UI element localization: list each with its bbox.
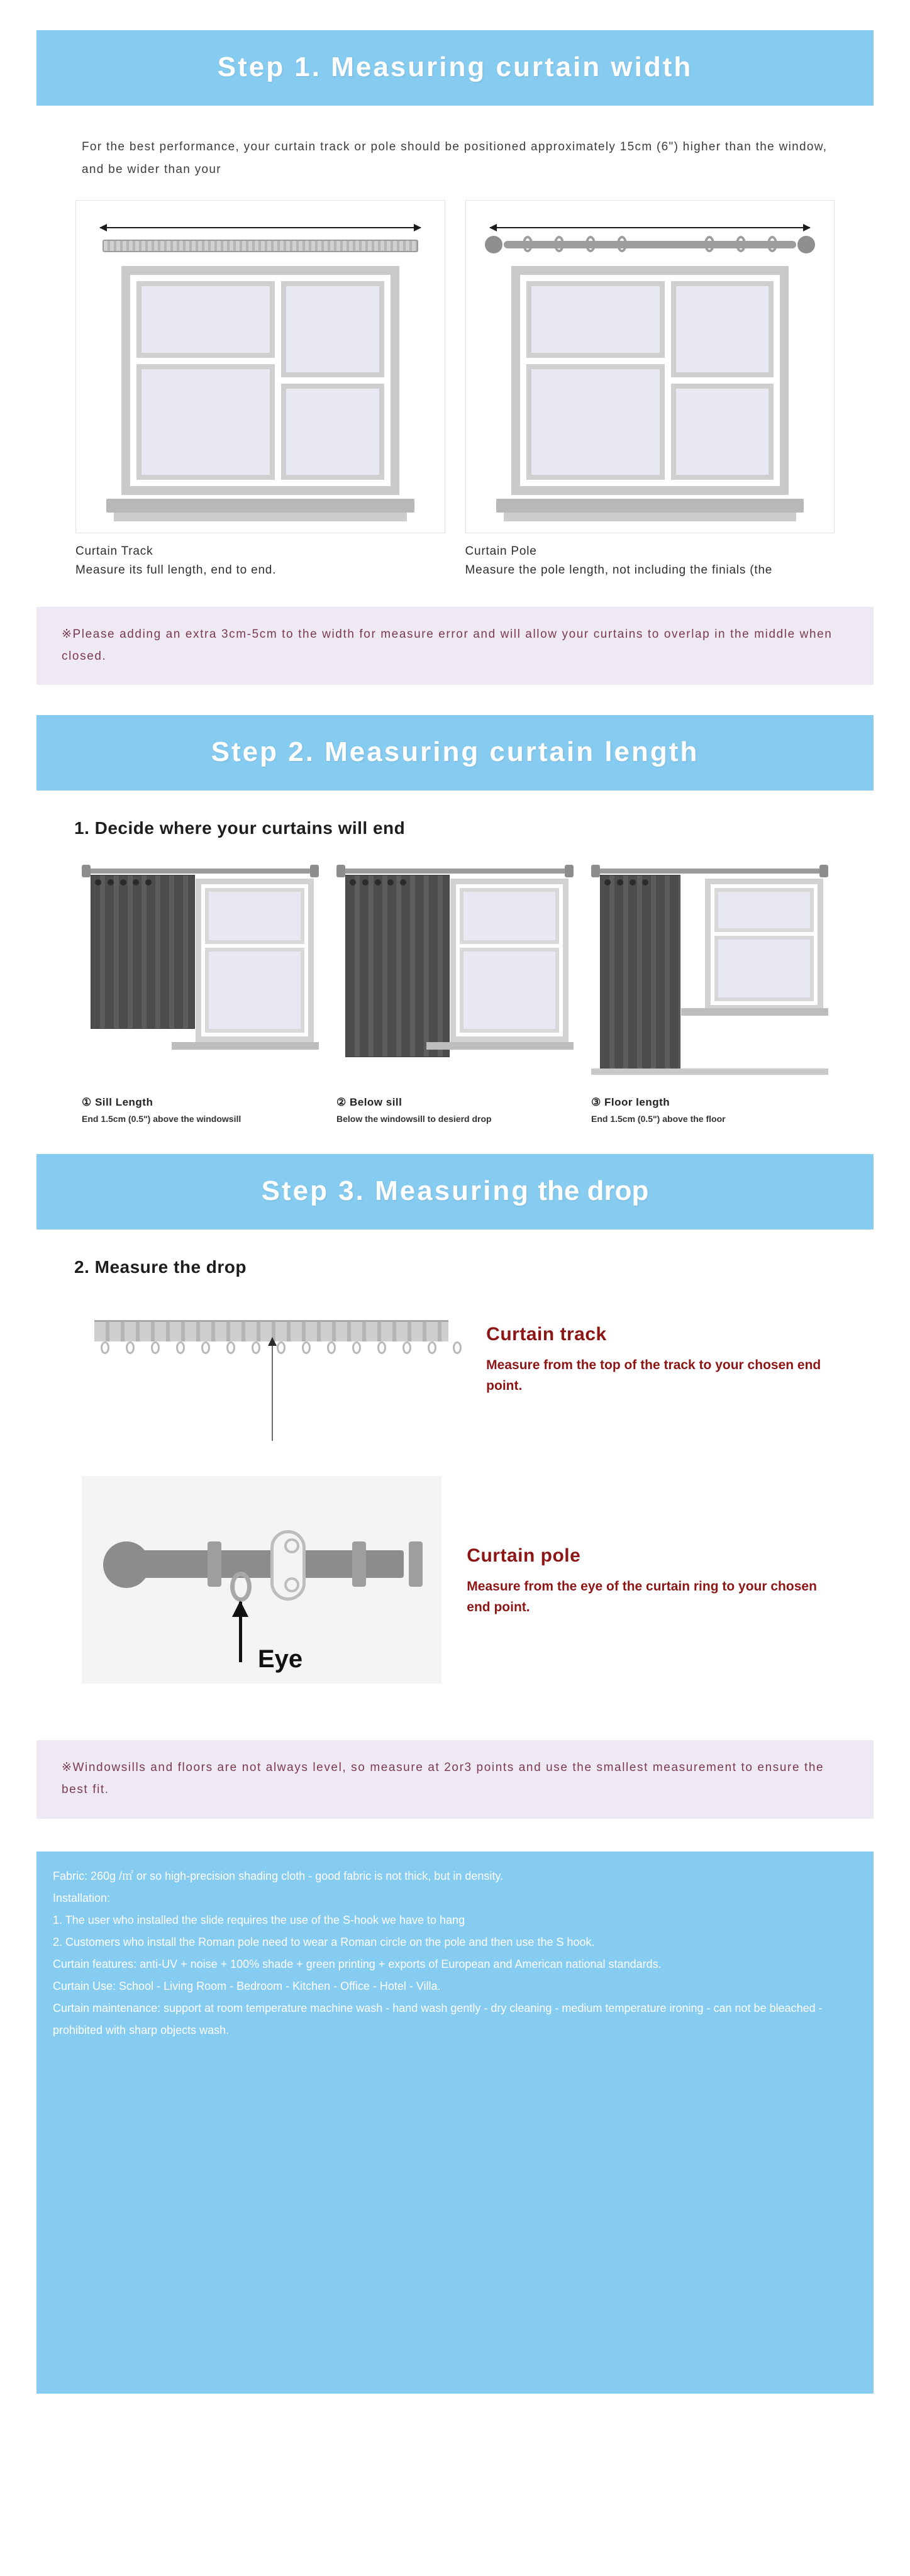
measure-arrow-icon bbox=[272, 1338, 273, 1441]
spec-line: Curtain features: anti-UV + noise + 100% shade + green printing + exports of European and American national standards. bbox=[53, 1958, 662, 1970]
end-options-row bbox=[82, 860, 828, 1124]
pole-finial-left-icon bbox=[485, 236, 502, 253]
subheading-measure-drop: 2. Measure the drop bbox=[74, 1257, 247, 1277]
pole-finial-right-icon bbox=[797, 236, 815, 253]
width-arrow-icon bbox=[100, 227, 421, 228]
product-measuring-guide bbox=[0, 30, 910, 2419]
drop-pole-row bbox=[82, 1476, 828, 1684]
curtain-pole-caption-title: Curtain Pole bbox=[465, 545, 537, 558]
windowsill-apron bbox=[114, 513, 407, 521]
option-sill-length-desc: End 1.5cm (0.5") above the windowsill bbox=[82, 1114, 241, 1124]
eye-arrow-icon bbox=[239, 1602, 242, 1662]
intro-paragraph: For the best performance, your curtain track or pole should be positioned approximately 15cm (6") higher than the window, and be wider than your bbox=[82, 140, 828, 177]
curtain-pole-heading: Curtain pole bbox=[467, 1545, 581, 1567]
curtain-track-caption bbox=[75, 542, 445, 579]
option-below-sill-title: ② Below sill bbox=[336, 1096, 402, 1109]
step1-banner bbox=[36, 30, 874, 106]
windowsill bbox=[106, 499, 414, 513]
spec-line: 2. Customers who install the Roman pole need to wear a Roman circle on the pole and then use the S hook. bbox=[53, 1935, 595, 1948]
option-floor-length-title: ③ Floor length bbox=[591, 1096, 670, 1109]
spec-line: Fabric: 260g /㎡ or so high-precision shading cloth - good fabric is not thick, but in density. bbox=[53, 1869, 504, 1882]
step2-banner bbox=[36, 715, 874, 791]
product-spec-block bbox=[36, 1852, 874, 2394]
note-level: ※Windowsills and floors are not always level, so measure at 2or3 points and use the smallest measurement to ensure the best fit. bbox=[36, 1740, 874, 1818]
option-below-sill-desc: Below the windowsill to desierd drop bbox=[336, 1114, 492, 1124]
curtain-pole-caption-desc: Measure the pole length, not including the finials (the bbox=[465, 563, 773, 577]
spec-line: Curtain Use: School - Living Room - Bedroom - Kitchen - Office - Hotel - Villa. bbox=[53, 1980, 441, 1993]
pole-drop-illustration bbox=[82, 1476, 441, 1684]
step2-title: Step 2. Measuring curtain length bbox=[211, 736, 699, 768]
spec-line: Curtain maintenance: support at room temperature machine wash - hand wash gently - dry cleaning - medium temperature ironing - can not be bleached - prohibited with sharp objects wash. bbox=[53, 2002, 823, 2037]
curtain-track-illustration bbox=[75, 200, 445, 533]
track-drop-text bbox=[461, 1302, 828, 1396]
pole-bar-icon bbox=[504, 241, 797, 248]
step3-subtitle: the drop bbox=[530, 1175, 649, 1207]
width-figures-row bbox=[75, 200, 835, 579]
curtain-pole-caption bbox=[465, 542, 835, 579]
drop-track-row bbox=[82, 1302, 828, 1441]
curtain-track-figure bbox=[75, 200, 445, 579]
width-arrow-icon bbox=[490, 227, 811, 228]
window-frame bbox=[121, 266, 399, 495]
curtain-track-instruction: Measure from the top of the track to your chosen end point. bbox=[486, 1358, 821, 1393]
step3-banner bbox=[36, 1154, 874, 1230]
eye-label: Eye bbox=[258, 1645, 303, 1674]
curtain-ring-eye-icon bbox=[230, 1572, 252, 1602]
track-drop-illustration bbox=[82, 1302, 461, 1441]
sill-length-illustration bbox=[82, 860, 319, 1086]
windowsill-apron bbox=[504, 513, 797, 521]
step1-title: Step 1. Measuring curtain width bbox=[217, 52, 693, 82]
floor-length-illustration bbox=[591, 860, 828, 1086]
curtain-track-heading: Curtain track bbox=[486, 1324, 607, 1345]
step3-title: Step 3. Measuring bbox=[261, 1175, 531, 1207]
curtain-pole-instruction: Measure from the eye of the curtain ring to your chosen end point. bbox=[467, 1579, 817, 1614]
option-sill-length-title: ① Sill Length bbox=[82, 1096, 153, 1109]
option-sill-length bbox=[82, 860, 319, 1124]
note-width: ※Please adding an extra 3cm-5cm to the width for measure error and will allow your curtains to overlap in the middle when closed. bbox=[36, 607, 874, 685]
pole-drop-text bbox=[441, 1476, 828, 1618]
option-floor-length-desc: End 1.5cm (0.5") above the floor bbox=[591, 1114, 726, 1124]
spec-line: 1. The user who installed the slide requires the use of the S-hook we have to hang bbox=[53, 1913, 465, 1926]
windowsill bbox=[496, 499, 804, 513]
curtain-track-caption-title: Curtain Track bbox=[75, 545, 153, 558]
option-below-sill bbox=[336, 860, 574, 1124]
below-sill-illustration bbox=[336, 860, 574, 1086]
window-frame bbox=[511, 266, 789, 495]
curtain-track-caption-desc: Measure its full length, end to end. bbox=[75, 563, 277, 577]
option-floor-length bbox=[591, 860, 828, 1124]
pole-bracket-icon bbox=[270, 1530, 306, 1601]
curtain-pole-figure bbox=[465, 200, 835, 579]
spec-line: Installation: bbox=[53, 1891, 111, 1904]
subheading-decide-end: 1. Decide where your curtains will end bbox=[74, 818, 406, 838]
track-bar-icon bbox=[103, 240, 418, 252]
curtain-pole-illustration bbox=[465, 200, 835, 533]
